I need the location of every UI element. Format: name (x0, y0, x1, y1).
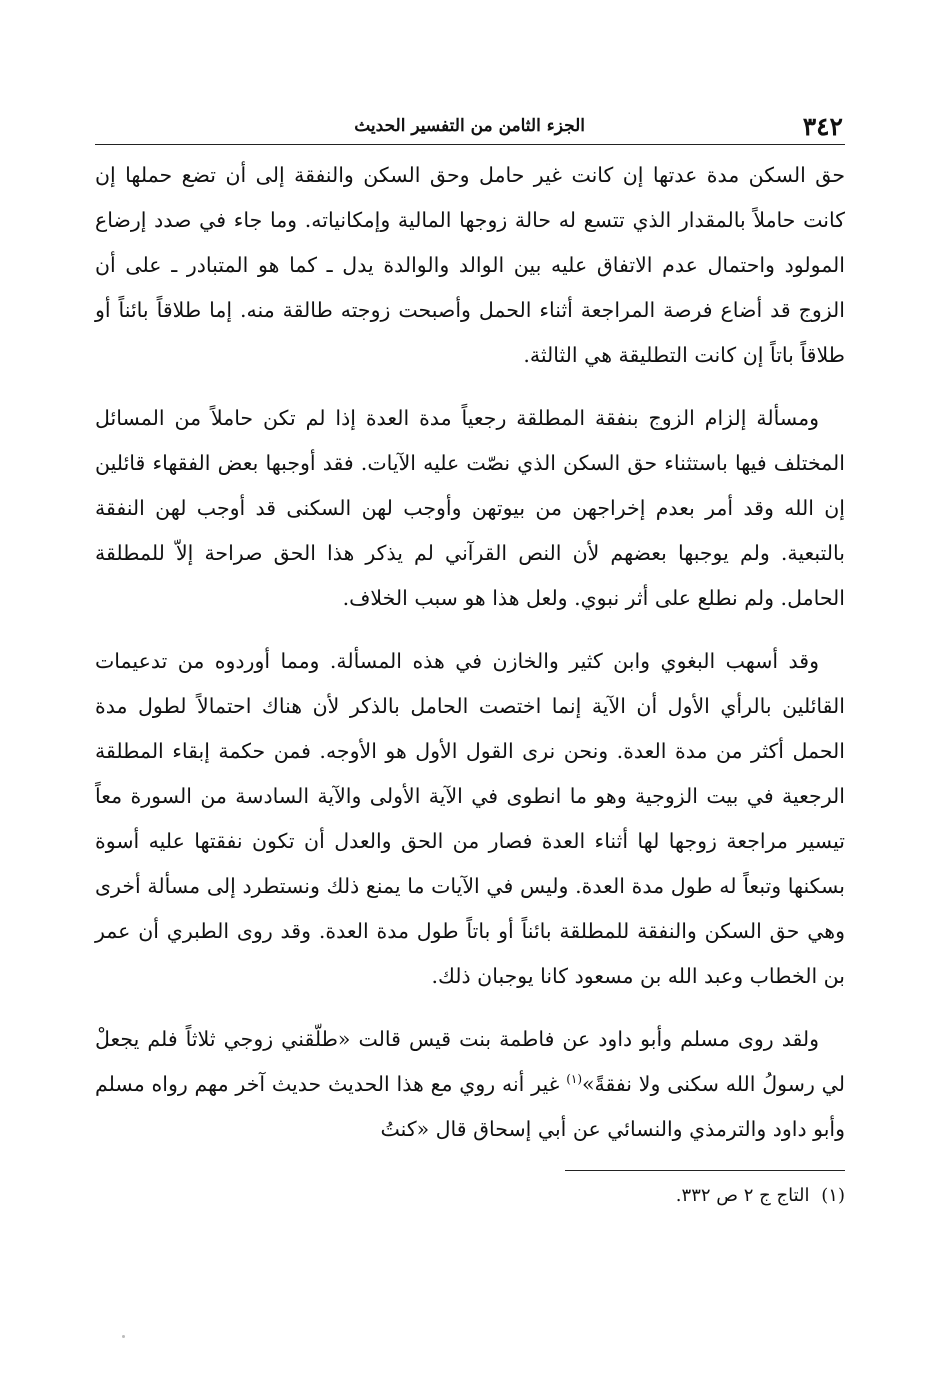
footnote-text: التاج ج ٢ ص ٣٣٢. (675, 1185, 810, 1206)
paragraph-2: ومسألة إلزام الزوج بنفقة المطلقة رجعياً مدة العدة إذا لم تكن حاملاً من المسائل المختلف فيها باستثناء حق السكن الذي نصّت عليه الآيات. فقد أوجبها بعض الفقهاء قائلين إن الله وقد أمر بعدم إخراجهن من بيوتهن وأوجب لهن السكنى قد أوجب لهن النفقة بالتبعية. ولم يوجبها بعضهم لأن النص القرآني لم يذكر هذا الحق صراحة إلاّ للمطلقة الحامل. ولم نطلع على أثر نبوي. ولعل هذا هو سبب الخلاف. (95, 406, 845, 610)
paragraph-4-text-a: ولقد روى مسلم وأبو داود عن فاطمة بنت قيس قالت «طلّقني زوجي ثلاثاً فلم يجعلْ لي رسولُ الله سكنى ولا نفقةً» (95, 1027, 845, 1096)
book-page (95, 100, 845, 1211)
paragraph-1: حق السكن مدة عدتها إن كانت غير حامل وحق السكن والنفقة إلى أن تضع حملها إن كانت حاملاً بالمقدار الذي تتسع له حالة زوجها المالية وإمكانياته. وما جاء في صدد إرضاع المولود واحتمال عدم الاتفاق عليه بين الوالد والوالدة يدل ـ كما هو المتبادر ـ على أن الزوج قد أضاع فرصة المراجعة أثناء الحمل وأصبحت زوجته طالقة منه. إما طلاقاً بائناً أو طلاقاً باتاً إن كانت التطليقة هي الثالثة. (95, 163, 845, 367)
body-text (95, 153, 845, 1152)
footnote-number: (١) (821, 1185, 845, 1206)
header-title: الجزء الثامن من التفسير الحديث (354, 116, 585, 136)
paragraph-4-text-b: غير أنه روي مع هذا الحديث حديث آخر مهم رواه مسلم وأبو داود والترمذي والنسائي عن أبي إسحاق قال «كنتُ (95, 1072, 845, 1141)
footnote-reference[interactable]: (١) (566, 1072, 583, 1087)
footnote (95, 1181, 845, 1211)
page-number: ٣٤٢ (802, 112, 843, 141)
paragraph-4 (95, 1017, 845, 1152)
running-header (95, 100, 845, 145)
scan-speck (122, 1335, 125, 1338)
paragraph-3: وقد أسهب البغوي وابن كثير والخازن في هذه المسألة. ومما أوردوه من تدعيمات القائلين بالرأي الأول أن الآية إنما اختصت الحامل بالذكر لأن هناك احتمالاً لطول مدة الحمل أكثر من مدة العدة. ونحن نرى القول الأول هو الأوجه. فمن حكمة إبقاء المطلقة الرجعية في بيت الزوجية وهو ما انطوى في الآية الأولى والآية السادسة من السورة معاً تيسير مراجعة زوجها لها أثناء العدة فصار من الحق والعدل أن تكون نفقتها عليه أسوة بسكنها وتبعاً له طول مدة العدة. وليس في الآيات ما يمنع ذلك ونستطرد إلى مسألة أخرى وهي حق السكن والنفقة للمطلقة بائناً أو باتاً طول مدة العدة. وقد روى الطبري أن عمر بن الخطاب وعبد الله بن مسعود كانا يوجبان ذلك. (95, 649, 845, 988)
footnote-divider (565, 1170, 845, 1171)
